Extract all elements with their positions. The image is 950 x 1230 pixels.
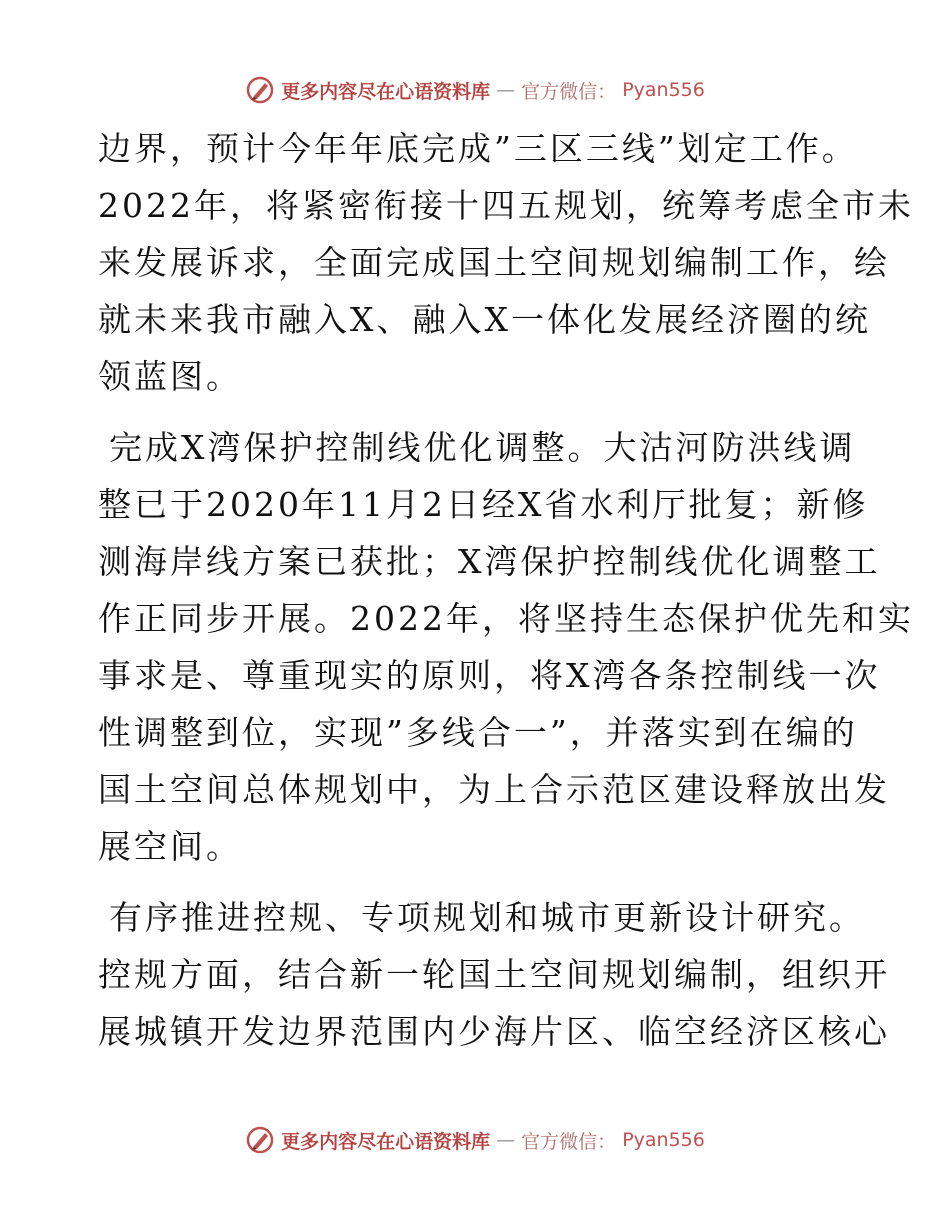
text-line: 控规方面，结合新一轮国土空间规划编制，组织开 (98, 955, 890, 994)
document-body (98, 120, 914, 1060)
watermark-label: 官方微信： (521, 1130, 617, 1153)
text-line: 来发展诉求，全面完成国土空间规划编制工作，绘 (98, 243, 890, 282)
text-line: 展城镇开发边界范围内少海片区、临空经济区核心 (98, 1012, 890, 1051)
text-line: 国土空间总体规划中，为上合示范区建设释放出发 (98, 770, 890, 809)
watermark-site-text: 更多内容尽在心语资料库 (281, 1130, 491, 1153)
watermark-footer (0, 1120, 950, 1160)
watermark-header (0, 70, 950, 110)
text-line: 展空间。 (98, 827, 242, 866)
text-line: 作正同步开展。2022年，将坚持生态保护优先和实 (98, 599, 914, 638)
pen-logo-icon (245, 1125, 275, 1155)
text-line: 性调整到位，实现”多线合一”，并落实到在编的 (98, 713, 858, 752)
watermark-separator: — (496, 1129, 516, 1151)
text-line: 2022年，将紧密衔接十四五规划，统筹考虑全市未 (98, 186, 914, 225)
text-line: 事求是、尊重现实的原则，将X湾各条控制线一次 (98, 656, 881, 695)
paragraph-2 (98, 419, 914, 875)
text-line: 整已于2020年11月2日经X省水利厅批复；新修 (98, 485, 869, 524)
pen-logo-icon (245, 75, 275, 105)
text-line: 测海岸线方案已获批；X湾保护控制线优化调整工 (98, 542, 881, 581)
watermark-site-text: 更多内容尽在心语资料库 (281, 80, 491, 103)
text-line: 完成X湾保护控制线优化调整。大沽河防洪线调 (109, 428, 856, 467)
paragraph-1 (98, 120, 914, 405)
paragraph-3 (98, 889, 890, 1060)
text-line: 边界，预计今年年底完成”三区三线”划定工作。 (98, 129, 858, 168)
text-line: 领蓝图。 (98, 357, 242, 396)
watermark-handle: Pyan556 (622, 79, 705, 101)
watermark-label: 官方微信： (521, 80, 617, 103)
text-line: 有序推进控规、专项规划和城市更新设计研究。 (109, 898, 865, 937)
text-line: 就未来我市融入X、融入X一体化发展经济圈的统 (98, 300, 871, 339)
watermark-separator: — (496, 79, 516, 101)
watermark-handle: Pyan556 (622, 1129, 705, 1151)
